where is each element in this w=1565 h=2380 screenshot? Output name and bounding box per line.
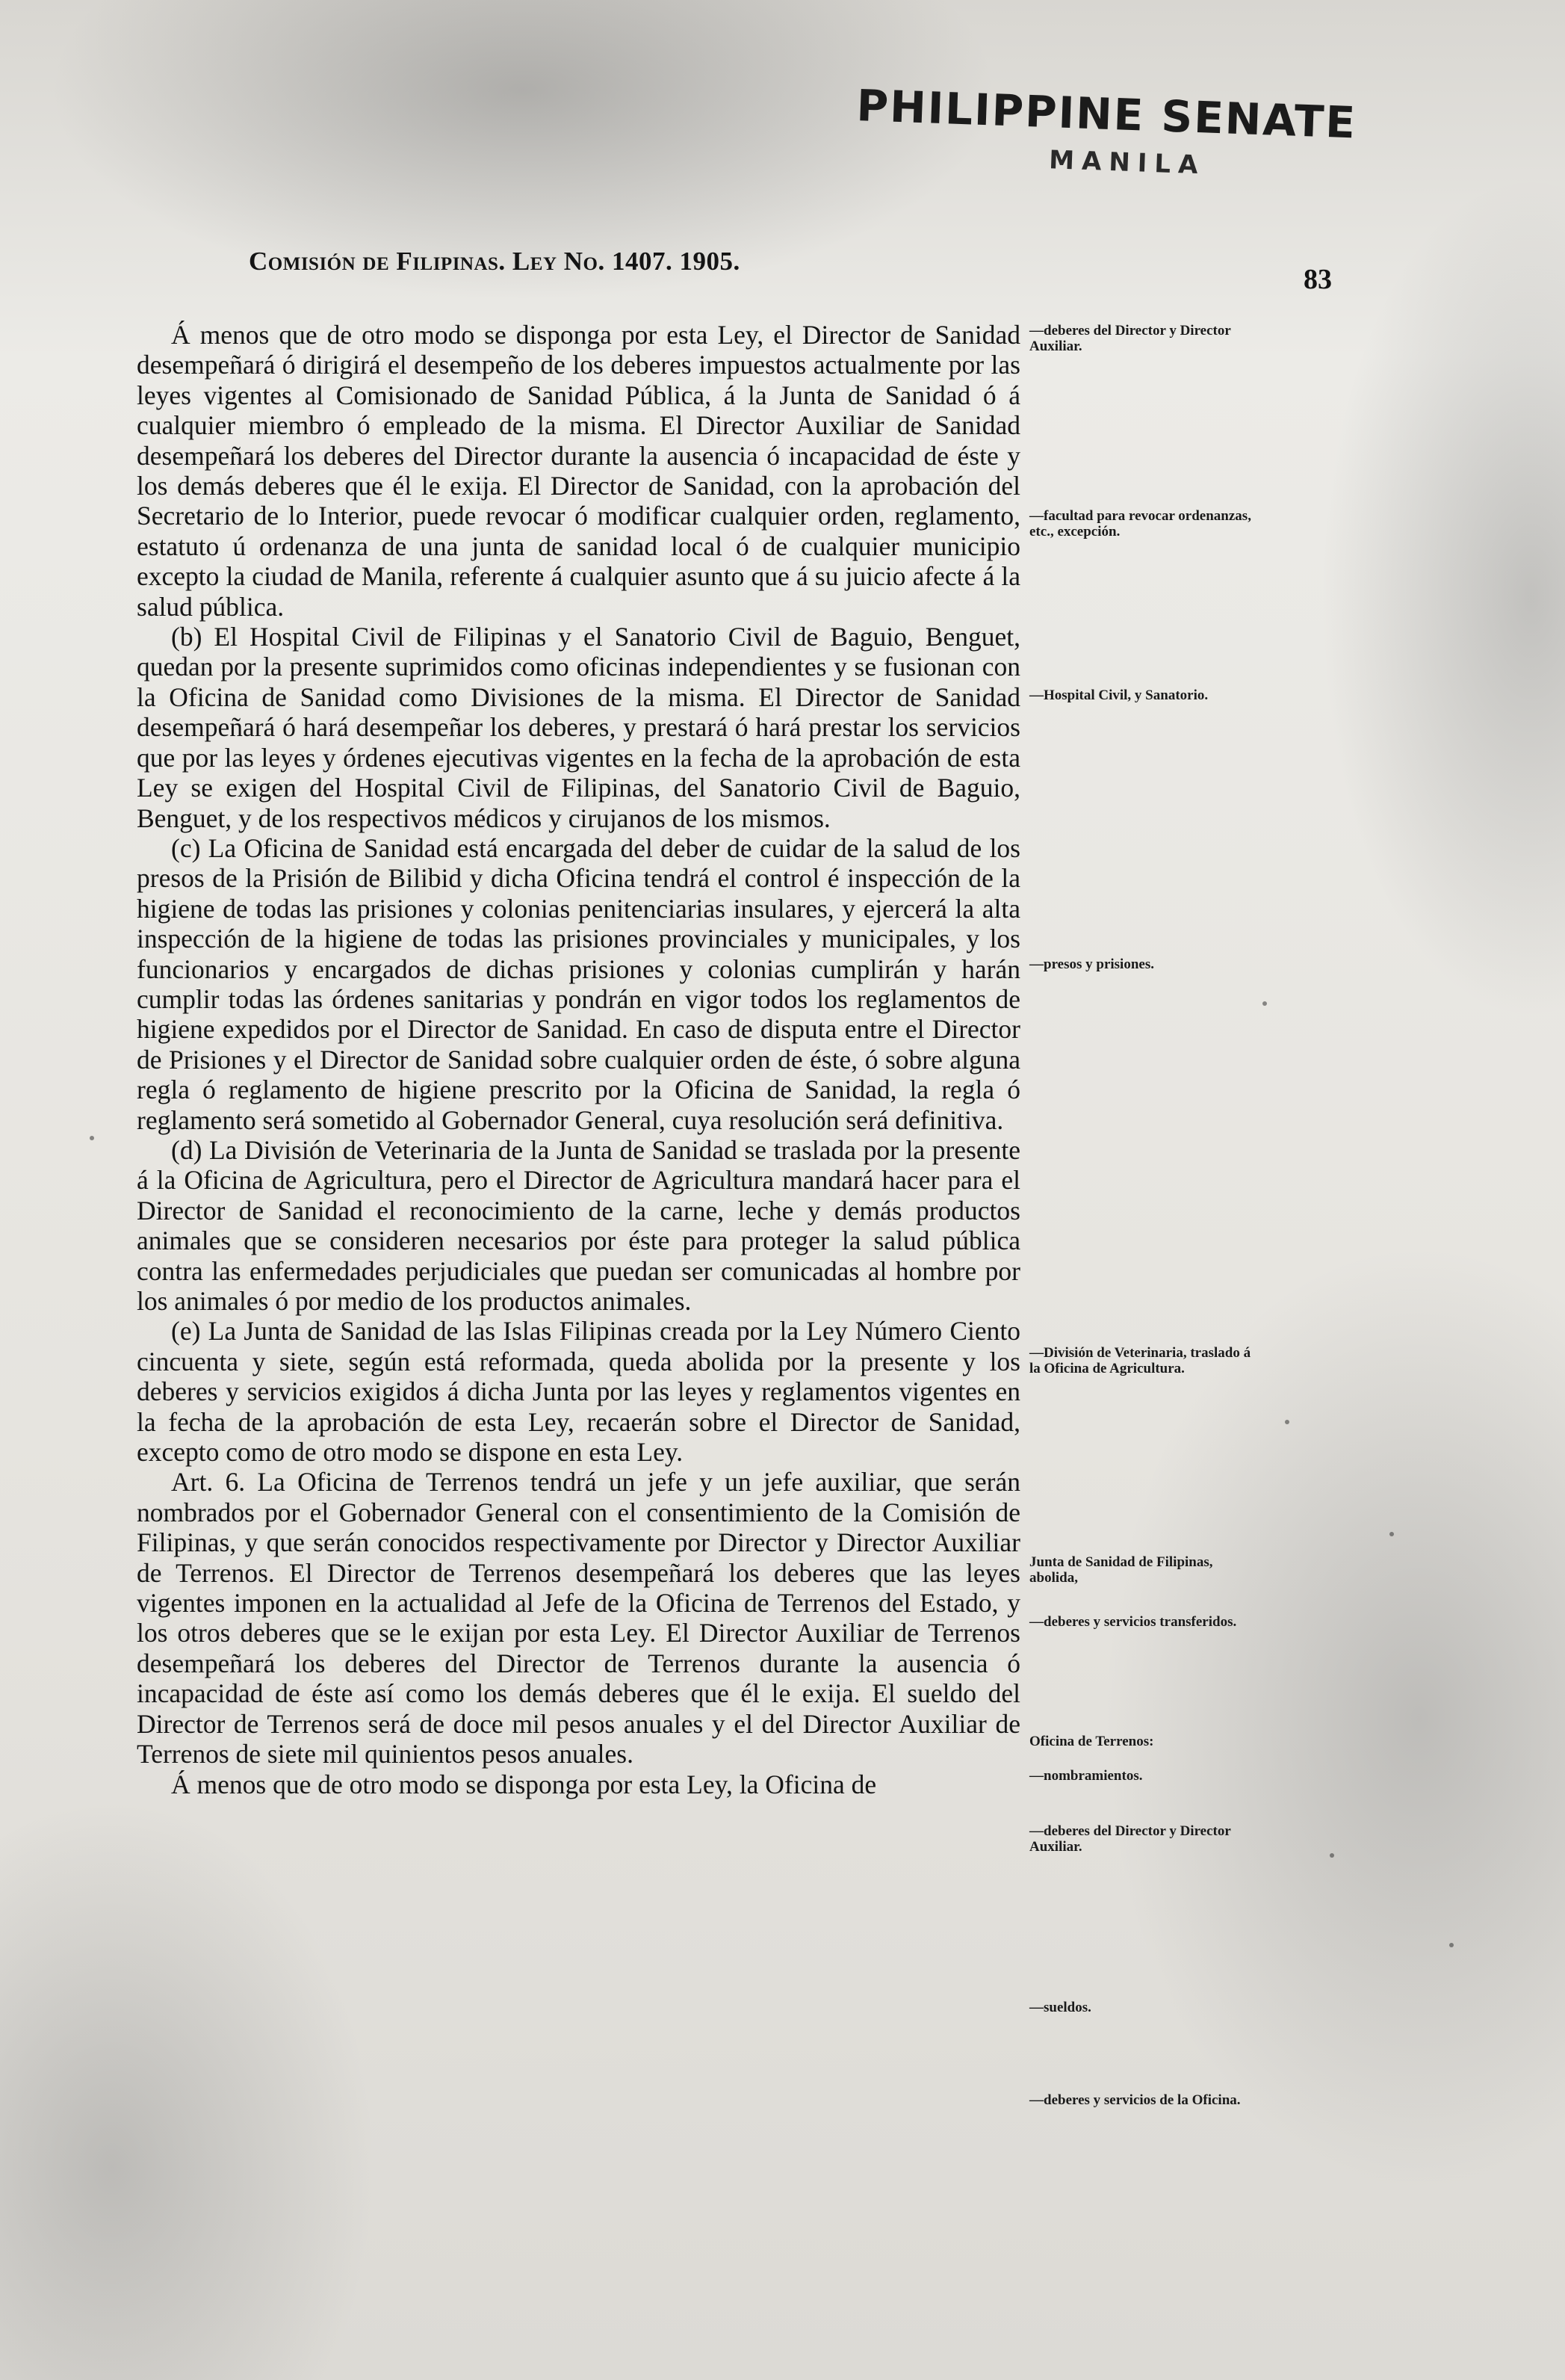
margin-note: —deberes del Director y Director Auxiliar. (1029, 1823, 1231, 1855)
ink-speck (1330, 1853, 1334, 1858)
margin-note: Junta de Sanidad de Filipinas, abolida, (1029, 1554, 1213, 1586)
ink-speck (1262, 1001, 1267, 1006)
paragraph-intro: Á menos que de otro modo se disponga por esta Ley, el Director de Sanidad desempeñará ó dirigirá el desempeño de los deberes impuestos actualmente por las leyes vigentes al Comisionado de Sanidad Pública, á la Junta de Sanidad ó á cualquier miembro ó empleado de la misma. El Director Auxiliar de Sanidad desempeñará los deberes del Director durante la ausencia ó incapacidad de éste y los demás deberes que él le exija. El Director de Sanidad, con la aprobación del Secretario de lo Interior, puede revocar ó modificar cualquier orden, reglamento, estatuto ú ordenanza de una junta de sanidad local ó de cualquier municipio excepto la ciudad de Manila, referente á cualquier asunto que á su juicio afecte á la salud pública. (137, 320, 1020, 622)
ink-speck (1449, 1943, 1454, 1947)
margin-notes (1029, 0, 1253, 2380)
paragraph-b: (b) El Hospital Civil de Filipinas y el Sanatorio Civil de Baguio, Benguet, quedan por la presente suprimidos como oficinas independientes y se fusionan con la Oficina de Sanidad como Divisiones de la misma. El Director de Sanidad desempeñará ó hará desempeñar los deberes, y prestará ó hará prestar los servicios que por las leyes y órdenes ejecutivas vigentes en la fecha de la aprobación de esta Ley se exigen del Hospital Civil de Filipinas, del Sanatorio Civil de Baguio, Benguet, y de los respectivos médicos y cirujanos de los mismos. (137, 622, 1020, 833)
margin-note: —sueldos. (1029, 2000, 1091, 2015)
margin-note: —deberes del Director y Director Auxiliar. (1029, 323, 1231, 354)
margin-note: —Hospital Civil, y Sanatorio. (1029, 687, 1209, 703)
margin-note: —facultad para revocar ordenanzas, etc., excepción. (1029, 508, 1251, 540)
ink-speck (1285, 1420, 1289, 1424)
paragraph-art-6: Art. 6. La Oficina de Terrenos tendrá un jefe y un jefe auxiliar, que serán nombrados por el Gobernador General con el consentimiento de la Comisión de Filipinas, y que serán conocidos respectivamente por Director y Director Auxiliar de Terrenos. El Director de Terrenos desempeñará los deberes que las leyes vigentes imponen en la actualidad al Jefe de la Oficina de Terrenos del Estado, y los otros deberes que se le exijan por esta Ley. El Director Auxiliar de Terrenos desempeñará los deberes del Director de Terrenos durante la ausencia ó incapacidad de éste así como los demás deberes que él le exija. El sueldo del Director de Terrenos será de doce mil pesos anuales y el del Director Auxiliar de Terrenos de siete mil quinientos pesos anuales. (137, 1467, 1020, 1769)
header-title: Comisión de Filipinas. Ley No. 1407. 1905. (249, 247, 740, 276)
body-text (137, 320, 1020, 1799)
ink-speck (90, 1136, 94, 1140)
paragraph-c: (c) La Oficina de Sanidad está encargada del deber de cuidar de la salud de los presos de la Prisión de Bilibid y dicha Oficina tendrá el control é inspección de la higiene de todas las prisiones y colonias penitenciarias insulares, y ejercerá la alta inspección de la higiene de todas las prisiones provinciales y municipales, y los funcionarios y encargados de dichas prisiones y colonias cumplirán y harán cumplir todas las órdenes sanitarias y pondrán en vigor todos los reglamentos de higiene expedidos por el Director de Sanidad. En caso de disputa entre el Director de Prisiones y el Director de Sanidad sobre cualquier orden de éste, ó sobre alguna regla ó reglamento de higiene prescrito por la Oficina de Sanidad, la regla ó reglamento será sometido al Gobernador General, cuya resolución será definitiva. (137, 832, 1020, 1135)
paragraph-e: (e) La Junta de Sanidad de las Islas Filipinas creada por la Ley Número Ciento cincuenta y siete, según está reformada, queda abolida por la presente y los deberes y servicios exigidos á dicha Junta por las leyes y reglamentos vigentes en la fecha de la aprobación de esta Ley, recaerán sobre el Director de Sanidad, excepto como de otro modo se dispone en esta Ley. (137, 1316, 1020, 1468)
margin-note: —deberes y servicios de la Oficina. (1029, 2092, 1241, 2108)
paragraph-d: (d) La División de Veterinaria de la Junta de Sanidad se traslada por la presente á la Oficina de Agricultura, pero el Director de Agricultura mandará hacer para el Director de Sanidad el reconocimiento de la carne, leche y demás productos animales que se consideren necesarios por éste para proteger la salud pública contra las enfermedades perjudiciales que puedan ser comunicadas al hombre por los animales ó por medio de los productos animales. (137, 1134, 1020, 1316)
margin-note: Oficina de Terrenos: (1029, 1734, 1154, 1749)
paragraph-final: Á menos que de otro modo se disponga por esta Ley, la Oficina de (171, 1769, 877, 1799)
stamp-line-1: PHILIPPINE SENATE (855, 80, 1358, 149)
margin-note: —presos y prisiones. (1029, 956, 1154, 972)
page-number: 83 (1304, 264, 1332, 295)
margin-note: —nombramientos. (1029, 1768, 1143, 1784)
margin-note: —deberes y servicios transferidos. (1029, 1614, 1237, 1630)
margin-note: —División de Veterinaria, traslado á la Oficina de Agricultura. (1029, 1345, 1251, 1376)
ink-speck (1389, 1532, 1394, 1536)
stamp-line-2: MANILA (1048, 145, 1206, 181)
